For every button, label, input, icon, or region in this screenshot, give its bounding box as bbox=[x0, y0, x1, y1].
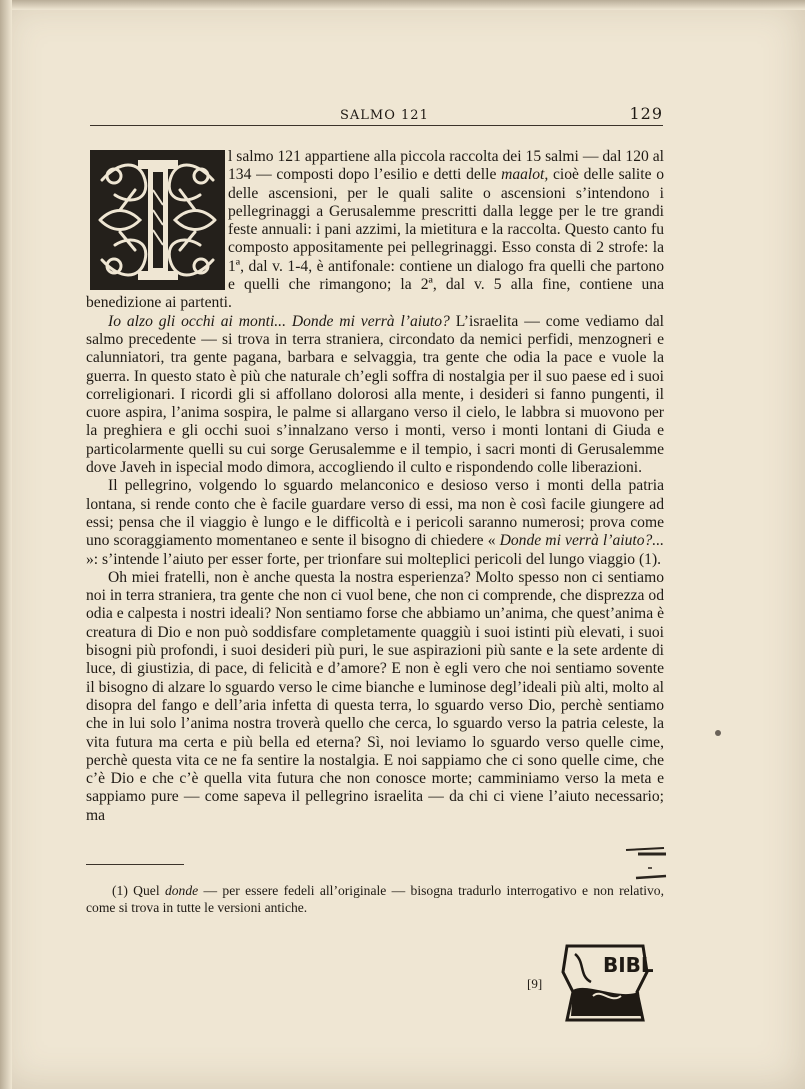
footnote-text-a: Quel bbox=[127, 883, 165, 898]
signature-mark: [9] bbox=[527, 976, 543, 991]
library-stamp-icon bbox=[557, 942, 653, 1024]
page-left-edge bbox=[0, 0, 12, 1089]
p1-text-b: cioè delle salite o delle ascensioni, per le quali salite o ascensioni s’intendono i pellegrinaggi a Gerusalemme prescritti dalla legge per le tre grandi feste annuali: i pani azzimi, la mietitura e la raccolta. Questo canto fu composto appositamente pei pellegrinaggi. Esso consta di 2 strofe: la 1ª, dal v. 1-4, è antifonale: contiene un dialogo fra quelli che partono e quelli che rimangono; la 2ª, dal v. 5 alla fine, contiene una benedizione ai partenti. bbox=[86, 166, 664, 312]
running-title: SALMO 121 bbox=[340, 108, 429, 123]
paragraph-3 bbox=[86, 477, 664, 568]
p4-text: Oh miei fratelli, non è anche questa la nostra esperienza? Molto spesso non ci sentiamo noi in terra straniera, tra gente che non ci vuol bene, che non ci comprende, che disprezza od odia e calpesta i nostri ideali? Non sentiamo forse che abbiamo un’anima, che quest’anima è creatura di Dio e non può soddisfare completamente quaggiù i suoi istinti più elevati, i suoi bisogni più profondi, i suoi desideri più puri, le sue aspirazioni più sante e la sete ardente di luce, di giustizia, di pace, di felicità e d’amore? E non è egli vero che noi sentiamo sovente il bisogno di alzare lo sguardo verso le cime bianche e luminose degl’ideali più alti, molto al disopra del fango e dell’aria infetta di questa terra, lo sguardo verso Dio, perchè sentiamo che in lui solo l’anima nostra troverà quello che cerca, lo sguardo verso la patria celeste, la vita futura ma certa e più bella ed eterna? Sì, noi leviamo lo sguardo verso quelle cime, perchè questa vita ce ne fa sentire la nostalgia. E noi sappiamo che ci sono quelle cime, che c’è Dio e che c’è quella vita futura che non conosce morte; camminiamo verso la meta e sappiamo pure — come sapeva il pellegrino israelita — da chi ci viene l’aiuto necessario; ma bbox=[86, 568, 664, 824]
library-stamp bbox=[557, 942, 653, 1024]
paper-speck bbox=[715, 730, 721, 736]
footnote-marker: (1) bbox=[112, 883, 128, 898]
footnote-text-b: — per essere fedeli all’originale — bisogna tradurlo interrogativo e non relativo, come si trova in tutte le versioni antiche. bbox=[86, 883, 665, 915]
page-header bbox=[90, 104, 663, 126]
p3-text-a: Il pellegrino, volgendo lo sguardo melanconico e desioso verso i monti della patria lontana, si rende conto che è facile guardare verso di essi, ma non è così facile giungere ad essi; pensa che il viaggio è lungo e le difficoltà e i pericoli saranno numerosi; prova come uno scoraggiamento momentaneo e sente il bisogno di chiedere « bbox=[86, 477, 664, 550]
p1-maalot: maalot, bbox=[501, 166, 549, 184]
p2-text: L’israelita — come vediamo dal salmo precedente — si trova in terra straniera, circondato da nemici perfidi, menzogneri e calunniatori, tra gente pagana, barbara e selvaggia, tra gente che odia la pace e vuole la guerra. In questo stato è più che naturale ch’egli soffra di nostalgia per il suo paese ed i suoi correligionari. I ricordi gli si affollano dolorosi alla mente, i desideri si fanno pungenti, il cuore aspira, l’anima sospira, le palme si allargano verso il cielo, le labbra si muovono per la preghiera e gli occhi suoi s’innalzano verso i monti, verso i monti lontani di Giuda e particolarmente quelli su cui sorge Gerusalemme e il tempio, i sacri monti di Gerusalemme dove Javeh in ispecial modo dimora, accogliendo il culto e rispondendo colle liberazioni. bbox=[86, 312, 664, 477]
footnote-rule bbox=[86, 864, 184, 865]
page-top-edge bbox=[0, 0, 805, 10]
paragraph-4 bbox=[86, 569, 664, 825]
printer-marks bbox=[618, 846, 668, 882]
stamp-text: BIBL bbox=[603, 953, 653, 977]
footnote-italic: donde bbox=[164, 883, 199, 898]
article-body bbox=[86, 148, 664, 825]
p1-text-a: l salmo 121 appartiene alla piccola raccolta dei 15 salmi — dal 120 al 134 — composti dopo l’esilio e detti delle bbox=[228, 148, 664, 184]
p2-quote: Io alzo gli occhi ai monti... Donde mi verrà l’aiuto? bbox=[108, 312, 450, 330]
page-number: 129 bbox=[629, 104, 663, 123]
p3-text-b: »: s’intende l’aiuto per esser forte, per trionfare sui molteplici pericoli del lungo viaggio (1). bbox=[86, 550, 662, 568]
header-rule bbox=[90, 125, 663, 126]
p3-quote: Donde mi verrà l’aiuto?... bbox=[499, 532, 664, 550]
paragraph-2 bbox=[86, 313, 664, 478]
footnote bbox=[86, 882, 664, 916]
initial-space bbox=[86, 148, 228, 290]
